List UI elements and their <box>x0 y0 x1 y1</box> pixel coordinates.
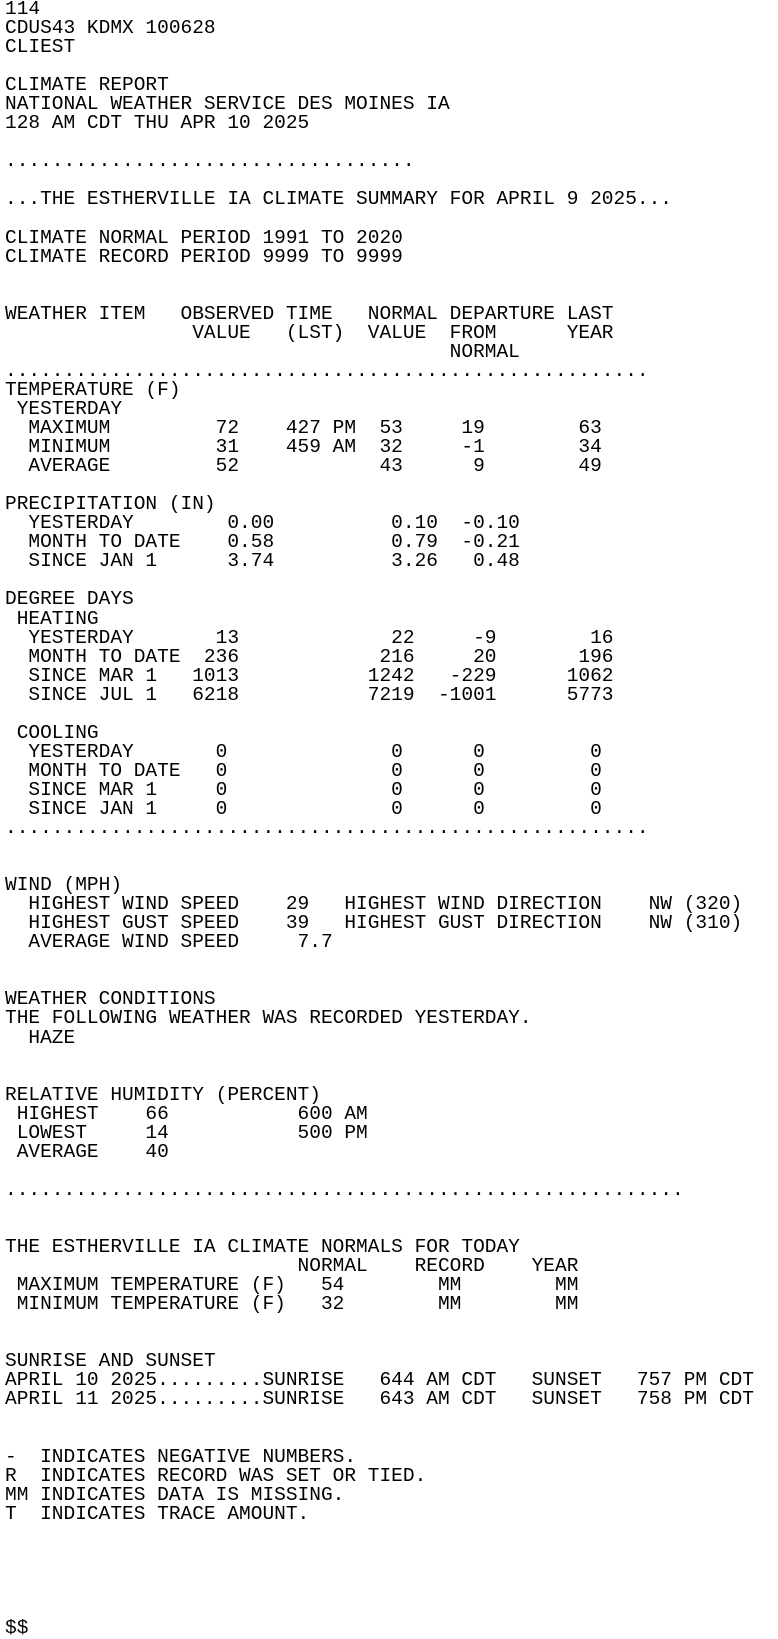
report-line: AVERAGE 40 <box>5 1140 169 1163</box>
report-line <box>5 1200 754 1219</box>
report-line: 114 <box>5 0 41 20</box>
report-line: THE ESTHERVILLE IA CLIMATE NORMALS FOR TODAY <box>5 1236 520 1259</box>
report-line: MONTH TO DATE 0 0 0 0 <box>5 759 602 782</box>
report-line: SINCE MAR 1 0 0 0 0 <box>5 778 602 801</box>
report-line: MAXIMUM 72 427 PM 53 19 63 <box>5 417 602 440</box>
report-line: ...THE ESTHERVILLE IA CLIMATE SUMMARY FOR APRIL 9 2025... <box>5 188 673 211</box>
report-line <box>5 1581 754 1600</box>
report-line: CLIEST <box>5 36 76 59</box>
report-line: ....................................................... <box>5 359 649 382</box>
report-line: NATIONAL WEATHER SERVICE DES MOINES IA <box>5 93 450 116</box>
report-line: WEATHER ITEM OBSERVED TIME NORMAL DEPARTURE LAST <box>5 302 614 325</box>
report-line <box>5 1562 754 1581</box>
report-line: T INDICATES TRACE AMOUNT. <box>5 1502 310 1525</box>
report-line: WIND (MPH) <box>5 874 123 897</box>
report-line: THE FOLLOWING WEATHER WAS RECORDED YESTERDAY. <box>5 1007 532 1030</box>
report-line <box>5 838 754 857</box>
report-line: YESTERDAY 0 0 0 0 <box>5 740 602 763</box>
report-line: HIGHEST 66 600 AM <box>5 1102 368 1125</box>
report-line: MINIMUM TEMPERATURE (F) 32 MM MM <box>5 1293 579 1316</box>
report-line: YESTERDAY 13 22 -9 16 <box>5 626 614 649</box>
report-line: VALUE (LST) VALUE FROM YEAR <box>5 321 614 344</box>
report-line <box>5 1524 754 1543</box>
report-line: SINCE JAN 1 0 0 0 0 <box>5 797 602 820</box>
report-line <box>5 286 754 305</box>
report-line: HAZE <box>5 1026 76 1049</box>
report-line: CDUS43 KDMX 100628 <box>5 17 216 40</box>
report-line: LOWEST 14 500 PM <box>5 1121 368 1144</box>
report-line: NORMAL RECORD YEAR <box>5 1255 579 1278</box>
report-line: MM INDICATES DATA IS MISSING. <box>5 1483 345 1506</box>
report-line: - INDICATES NEGATIVE NUMBERS. <box>5 1445 357 1468</box>
report-line: R INDICATES RECORD WAS SET OR TIED. <box>5 1464 427 1487</box>
report-line: MONTH TO DATE 236 216 20 196 <box>5 645 614 668</box>
report-line: APRIL 11 2025.........SUNRISE 643 AM CDT SUNSET 758 PM CDT <box>5 1388 754 1411</box>
report-line: COOLING <box>5 721 99 744</box>
report-line: CLIMATE RECORD PERIOD 9999 TO 9999 <box>5 245 403 268</box>
report-line: NORMAL <box>5 340 520 363</box>
report-line <box>5 210 754 229</box>
report-line: 128 AM CDT THU APR 10 2025 <box>5 112 310 135</box>
report-line: CLIMATE REPORT <box>5 74 169 97</box>
report-line: MINIMUM 31 459 AM 32 -1 34 <box>5 436 602 459</box>
report-line <box>5 1314 754 1333</box>
report-line: HIGHEST WIND SPEED 29 HIGHEST WIND DIRECTION NW (320) <box>5 893 743 916</box>
report-line: WEATHER CONDITIONS <box>5 988 216 1011</box>
report-line: ................................... <box>5 150 415 173</box>
report-line: HEATING <box>5 607 99 630</box>
report-line: DEGREE DAYS <box>5 588 134 611</box>
report-line <box>5 267 754 286</box>
report-line: SINCE JAN 1 3.74 3.26 0.48 <box>5 550 520 573</box>
report-line: MAXIMUM TEMPERATURE (F) 54 MM MM <box>5 1274 579 1297</box>
report-line <box>5 1409 754 1428</box>
report-line <box>5 1600 754 1619</box>
report-line <box>5 705 754 724</box>
report-line <box>5 1067 754 1086</box>
report-line <box>5 1048 754 1067</box>
report-line: ....................................................... <box>5 817 649 840</box>
report-line <box>5 952 754 971</box>
report-line: APRIL 10 2025.........SUNRISE 644 AM CDT SUNSET 757 PM CDT <box>5 1369 754 1392</box>
report-line: YESTERDAY <box>5 397 123 420</box>
report-line <box>5 1429 754 1448</box>
report-line: RELATIVE HUMIDITY (PERCENT) <box>5 1083 321 1106</box>
report-line: TEMPERATURE (F) <box>5 378 181 401</box>
report-line: YESTERDAY 0.00 0.10 -0.10 <box>5 512 520 535</box>
report-line: HIGHEST GUST SPEED 39 HIGHEST GUST DIRECTION NW (310) <box>5 912 743 935</box>
report-line: SINCE JUL 1 6218 7219 -1001 5773 <box>5 683 614 706</box>
report-line: MONTH TO DATE 0.58 0.79 -0.21 <box>5 531 520 554</box>
report-line: CLIMATE NORMAL PERIOD 1991 TO 2020 <box>5 226 403 249</box>
report-line <box>5 1543 754 1562</box>
report-line: AVERAGE WIND SPEED 7.7 <box>5 931 333 954</box>
report-line: .......................................................... <box>5 1178 684 1201</box>
report-line: PRECIPITATION (IN) <box>5 493 216 516</box>
report-line: SUNRISE AND SUNSET <box>5 1350 216 1373</box>
report-line: $$ <box>5 1616 29 1639</box>
climate-report <box>5 0 754 1638</box>
report-line: AVERAGE 52 43 9 49 <box>5 455 602 478</box>
report-line: SINCE MAR 1 1013 1242 -229 1062 <box>5 664 614 687</box>
